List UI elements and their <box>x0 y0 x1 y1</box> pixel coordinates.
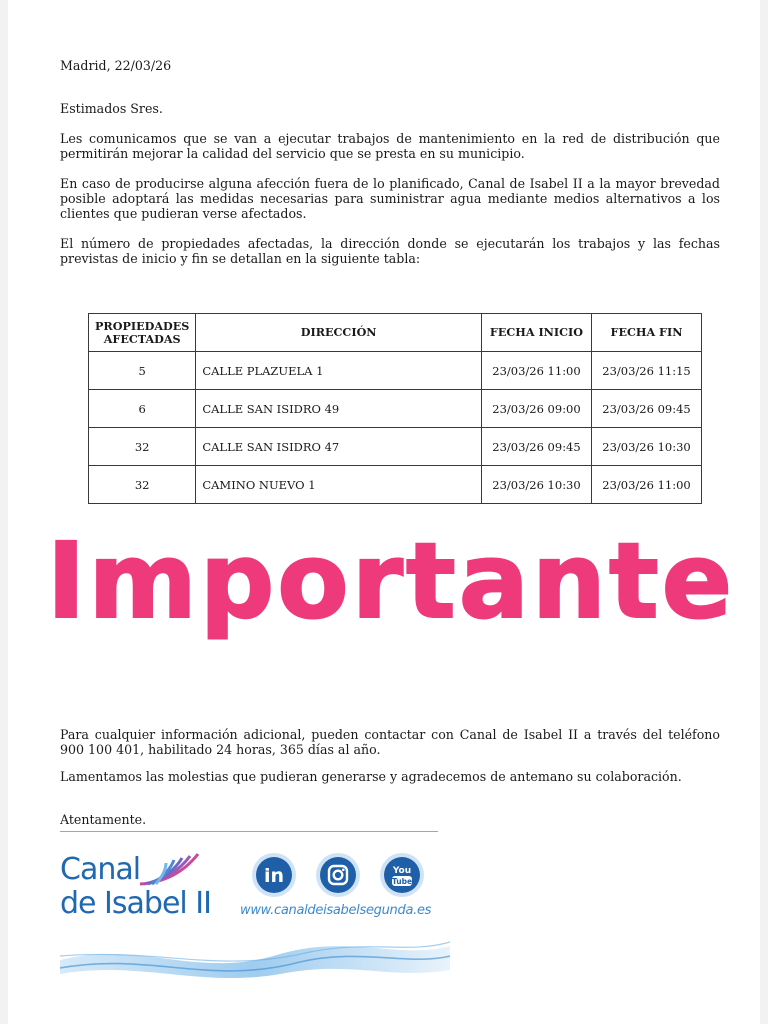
linkedin-icon[interactable] <box>251 852 297 898</box>
importante-overlay-text: Importante <box>46 520 736 642</box>
cell-start-date: 23/03/26 09:00 <box>481 390 591 428</box>
apology-paragraph: Lamentamos las molestias que pudieran generarse y agradecemos de antemano su colaboración. <box>60 769 682 784</box>
works-table <box>88 313 702 504</box>
youtube-label-tube: Tube <box>391 877 413 886</box>
cell-properties: 32 <box>89 428 196 466</box>
instagram-icon[interactable] <box>315 852 361 898</box>
cell-start-date: 23/03/26 10:30 <box>481 466 591 504</box>
website-link[interactable]: www.canaldeisabelsegunda.es <box>240 903 432 918</box>
cell-address: CAMINO NUEVO 1 <box>196 466 482 504</box>
decorative-wave <box>60 930 450 990</box>
letter-paragraph: En caso de producirse alguna afección fuera de lo planificado, Canal de Isabel II a la mayor brevedad posible adoptará las medidas necesarias para suministrar agua mediante medios alternativos a los clientes que pudieran verse afectados. <box>60 176 720 221</box>
svg-text:in: in <box>263 865 285 887</box>
header-address: DIRECCIÓN <box>196 314 482 352</box>
logo-text-de-isabel-ii: de Isabel II <box>60 886 211 921</box>
letter-paragraph: El número de propiedades afectadas, la dirección donde se ejecutarán los trabajos y las fechas previstas de inicio y fin se detallan en la siguiente tabla: <box>60 236 720 266</box>
letter-greeting: Estimados Sres. <box>60 101 163 116</box>
canal-de-isabel-ii-logo <box>60 848 220 928</box>
cell-properties: 6 <box>89 390 196 428</box>
cell-end-date: 23/03/26 09:45 <box>591 390 701 428</box>
cell-address: CALLE SAN ISIDRO 47 <box>196 428 482 466</box>
signature-divider <box>60 831 438 832</box>
logo-text-canal: Canal <box>60 852 141 887</box>
table-row <box>89 352 702 390</box>
table-row <box>89 428 702 466</box>
header-end-date: FECHA FIN <box>591 314 701 352</box>
youtube-icon[interactable] <box>379 852 425 898</box>
cell-end-date: 23/03/26 11:15 <box>591 352 701 390</box>
header-properties: PROPIEDADES AFECTADAS <box>89 314 196 352</box>
table-row <box>89 466 702 504</box>
cell-properties: 32 <box>89 466 196 504</box>
cell-address: CALLE SAN ISIDRO 49 <box>196 390 482 428</box>
cell-end-date: 23/03/26 11:00 <box>591 466 701 504</box>
cell-start-date: 23/03/26 11:00 <box>481 352 591 390</box>
cell-address: CALLE PLAZUELA 1 <box>196 352 482 390</box>
letter-date: Madrid, 22/03/26 <box>60 58 172 73</box>
letter-page <box>8 0 760 1024</box>
cell-end-date: 23/03/26 10:30 <box>591 428 701 466</box>
contact-paragraph: Para cualquier información adicional, pueden contactar con Canal de Isabel II a través del teléfono 900 100 401, habilitado 24 horas, 365 días al año. <box>60 727 720 757</box>
cell-properties: 5 <box>89 352 196 390</box>
closing-text: Atentamente. <box>60 812 147 827</box>
logo-arcs-icon <box>136 848 206 888</box>
table-header-row <box>89 314 702 352</box>
youtube-label-you: You <box>392 866 412 876</box>
table-row <box>89 390 702 428</box>
cell-start-date: 23/03/26 09:45 <box>481 428 591 466</box>
letter-paragraph: Les comunicamos que se van a ejecutar trabajos de mantenimiento en la red de distribución que permitirán mejorar la calidad del servicio que se presta en su municipio. <box>60 131 720 161</box>
header-start-date: FECHA INICIO <box>481 314 591 352</box>
